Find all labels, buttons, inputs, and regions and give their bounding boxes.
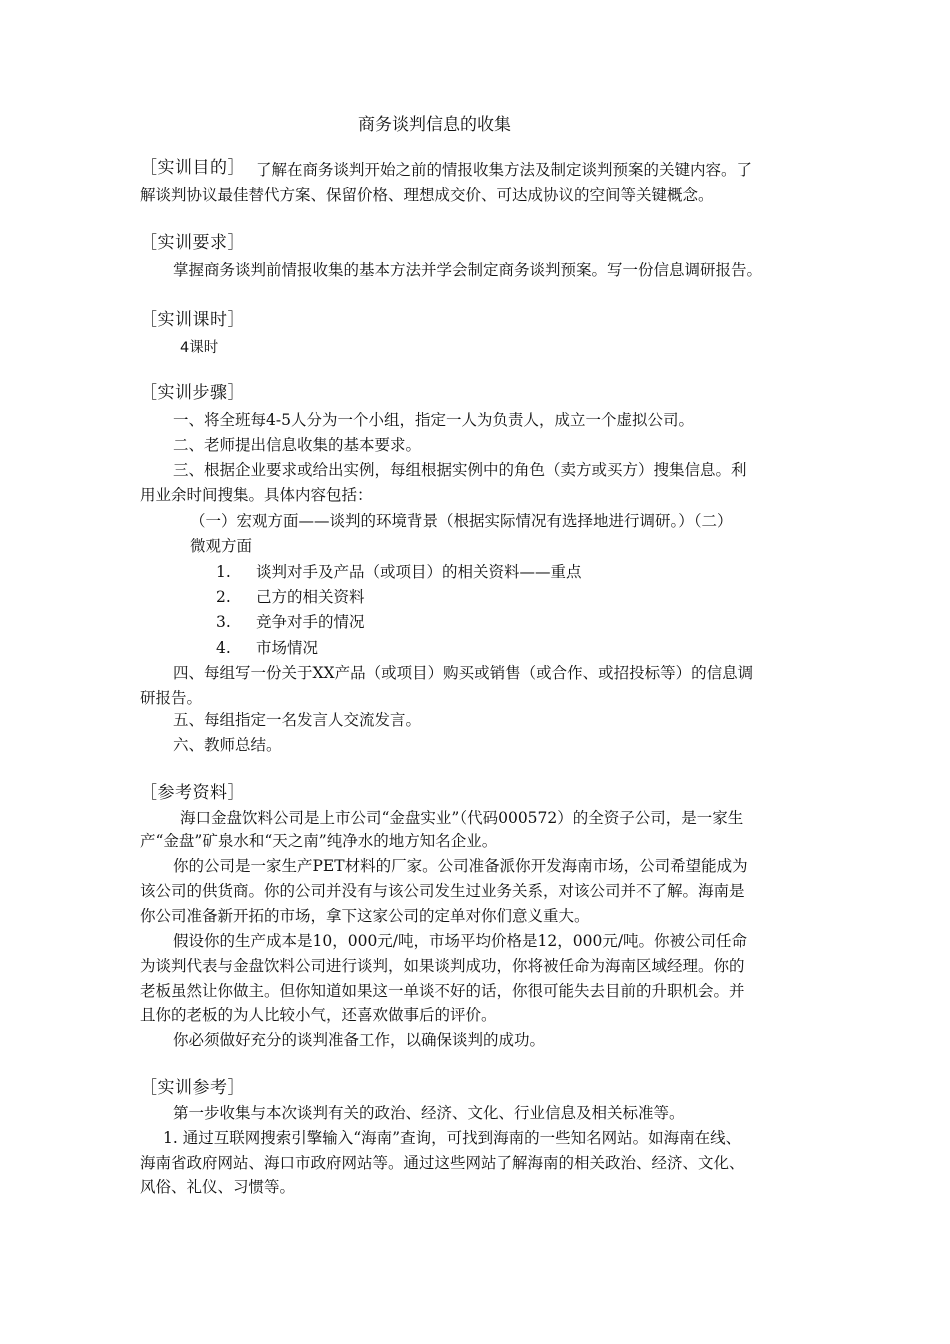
practice-paragraph-line: 1. 通过互联网搜索引擎输入“海南”查询，可找到海南的一些知名网站。如海南在线、 [163, 1129, 742, 1147]
step-item: 五、每组指定一名发言人交流发言。 [173, 711, 422, 729]
reference-heading: ［参考资料］ [140, 783, 245, 803]
list-item-number: 3. [216, 613, 231, 631]
objective-text-line: 了解在商务谈判开始之前的情报收集方法及制定谈判预案的关键内容。了 [256, 161, 753, 179]
objective-text-line: 解谈判协议最佳替代方案、保留价格、理想成交价、可达成协议的空间等关键概念。 [140, 186, 714, 204]
step-item: 研报告。 [140, 689, 203, 707]
substep-item: （一）宏观方面——谈判的环境背景（根据实际情况有选择地进行调研。）（二） [190, 512, 733, 530]
list-item-number: 4. [216, 639, 231, 657]
requirement-heading: ［实训要求］ [140, 233, 245, 253]
document-title: 商务谈判信息的收集 [358, 115, 511, 135]
steps-heading: ［实训步骤］ [140, 383, 245, 403]
step-item: 一、将全班每4-5人分为一个小组，指定一人为负责人，成立一个虚拟公司。 [173, 411, 694, 429]
list-item-text: 谈判对手及产品（或项目）的相关资料——重点 [256, 563, 582, 581]
reference-paragraph-line: 老板虽然让你做主。但你知道如果这一单谈不好的话，你很可能失去目前的升职机会。并 [140, 982, 745, 1000]
step-item: 二、老师提出信息收集的基本要求。 [173, 436, 422, 454]
list-item-number: 2. [216, 588, 231, 606]
reference-paragraph-line: 产“金盘”矿泉水和“天之南”纯净水的地方知名企业。 [140, 832, 498, 850]
reference-paragraph-line: 你必须做好充分的谈判准备工作，以确保谈判的成功。 [173, 1031, 546, 1049]
substep-item: 微观方面 [190, 537, 253, 555]
list-item-text: 市场情况 [256, 639, 319, 657]
objective-heading: ［实训目的］ [140, 158, 245, 178]
reference-paragraph-line: 你的公司是一家生产PET材料的厂家。公司准备派你开发海南市场，公司希望能成为 [173, 857, 748, 875]
hours-heading: ［实训课时］ [140, 310, 245, 330]
practice-paragraph-line: 风俗、礼仪、习惯等。 [140, 1178, 296, 1196]
reference-paragraph-line: 你公司准备新开拓的市场，拿下这家公司的定单对你们意义重大。 [140, 907, 590, 925]
step-item: 用业余时间搜集。具体内容包括： [140, 486, 373, 504]
list-item-text: 竞争对手的情况 [256, 613, 365, 631]
list-item-number: 1. [216, 563, 231, 581]
step-item: 六、教师总结。 [173, 736, 282, 754]
reference-paragraph-line: 假设你的生产成本是10，000元/吨，市场平均价格是12，000元/吨。你被公司任命 [173, 932, 748, 950]
reference-paragraph-line: 为谈判代表与金盘饮料公司进行谈判，如果谈判成功，你将被任命为海南区域经理。你的 [140, 957, 745, 975]
reference-paragraph-line: 海口金盘饮料公司是上市公司“金盘实业”（代码000572）的全资子公司，是一家生 [180, 809, 744, 827]
practice-paragraph-line: 第一步收集与本次谈判有关的政治、经济、文化、行业信息及相关标准等。 [173, 1104, 685, 1122]
practice-paragraph-line: 海南省政府网站、海口市政府网站等。通过这些网站了解海南的相关政治、经济、文化、 [140, 1154, 745, 1172]
requirement-text: 掌握商务谈判前情报收集的基本方法并学会制定商务谈判预案。写一份信息调研报告。 [173, 261, 763, 279]
list-item-text: 己方的相关资料 [256, 588, 365, 606]
reference-paragraph-line: 该公司的供货商。你的公司并没有与该公司发生过业务关系，对该公司并不了解。海南是 [140, 882, 745, 900]
hours-value: 4课时 [180, 340, 219, 356]
step-item: 四、每组写一份关于XX产品（或项目）购买或销售（或合作、或招投标等）的信息调 [173, 664, 754, 682]
practice-heading: ［实训参考］ [140, 1078, 245, 1098]
step-item: 三、根据企业要求或给出实例，每组根据实例中的角色（卖方或买方）搜集信息。利 [173, 461, 747, 479]
reference-paragraph-line: 且你的老板的为人比较小气，还喜欢做事后的评价。 [140, 1006, 497, 1024]
